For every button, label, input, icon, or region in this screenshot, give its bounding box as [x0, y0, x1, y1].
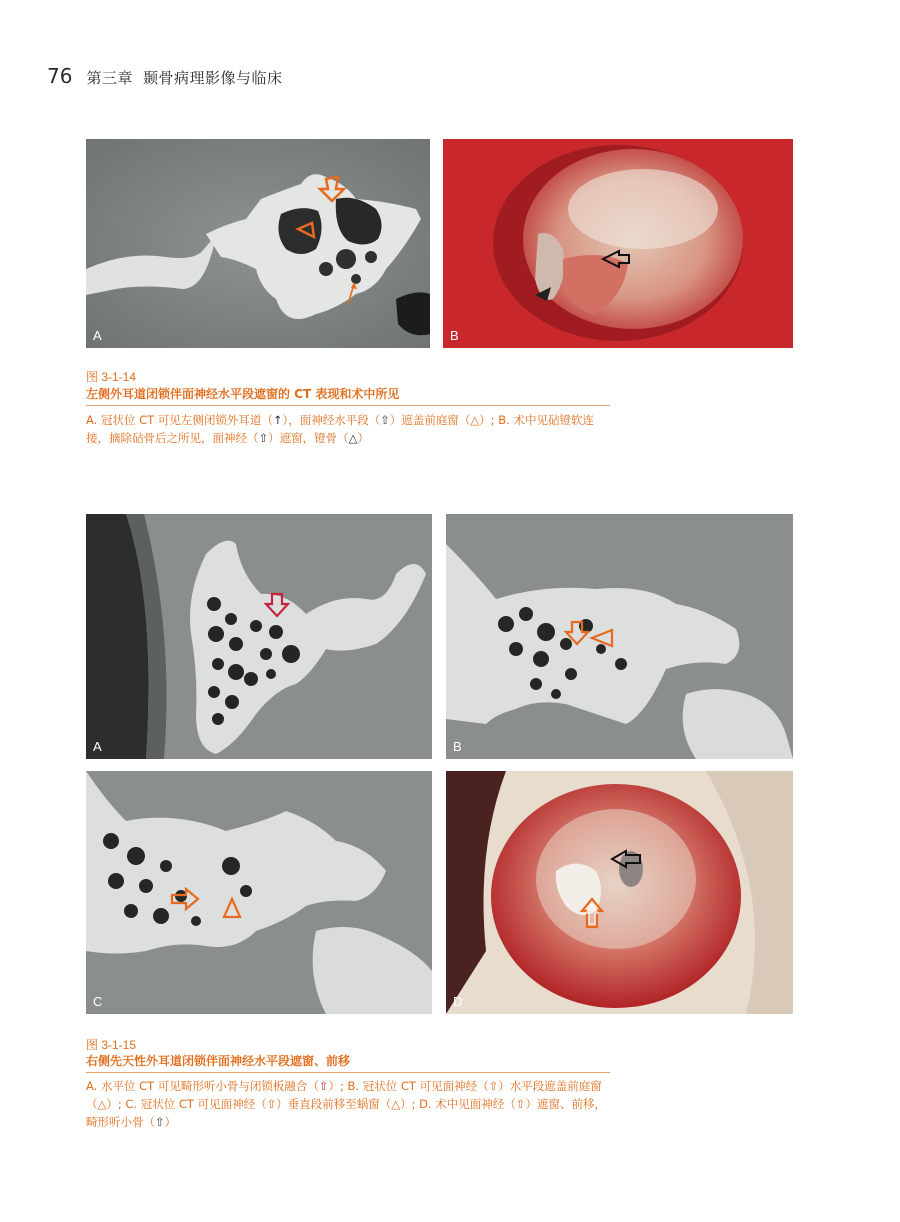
figure-1-number: 图 3-1-14: [86, 370, 137, 384]
figure-1-title: 左侧外耳道闭锁伴面神经水平段遮窗的 CT 表现和术中所见: [86, 387, 400, 401]
hollow-arrow-icon: ⇧: [318, 1079, 329, 1093]
triangle-icon: △: [391, 1097, 401, 1111]
intraoperative-photo-illustration: [446, 771, 793, 1014]
caption-text: ）; C. 冠状位 CT 可见面神经（: [106, 1097, 267, 1111]
panel-label-a: A: [93, 739, 102, 754]
chapter-title: 颞骨病理影像与临床: [142, 69, 283, 87]
figure-2-panel-d-surgical-photo: [446, 771, 793, 1014]
coronal-ct-illustration: [86, 771, 432, 1014]
panel-label-a: A: [93, 328, 102, 343]
triangle-icon: △: [97, 1097, 107, 1111]
caption-text: ），面神经水平段（: [282, 413, 381, 427]
page-header: [47, 64, 282, 88]
figure-1-caption: [86, 411, 614, 447]
arrow-icon: ↑: [272, 413, 283, 427]
caption-text: ）遮窗、前移，畸形听小骨（: [86, 1097, 606, 1129]
hollow-arrow-icon: ⇧: [380, 413, 390, 427]
panel-label-b: B: [450, 328, 459, 343]
triangle-icon: △: [470, 413, 480, 427]
coronal-ct-illustration: [86, 139, 430, 348]
figure-2-panel-a-ct-image: [86, 514, 432, 759]
caption-text: ）; B. 冠状位 CT 可见面神经（: [328, 1079, 489, 1093]
figure-1-panel-a-ct-image: [86, 139, 430, 348]
coronal-ct-illustration: [446, 514, 793, 759]
caption-text: ）遮窗，镫骨（: [268, 431, 349, 445]
triangle-icon: △: [348, 431, 358, 445]
figure-2-caption: [86, 1077, 614, 1131]
panel-label-d: D: [453, 994, 463, 1009]
figure-2-panel-b-ct-image: [446, 514, 793, 759]
hollow-arrow-icon: ⇧: [258, 431, 269, 445]
chapter-number: 第三章: [86, 69, 133, 87]
panel-label-c: C: [93, 994, 103, 1009]
caption-text: ）; B. 术中见砧镫软连接，摘除砧骨后之所见，面神经（: [86, 413, 594, 445]
hollow-arrow-icon: ⇧: [515, 1097, 526, 1111]
caption-text: A. 冠状位 CT 可见左侧闭锁外耳道（: [86, 413, 273, 427]
caption-text: ）遮盖前庭窗（: [389, 413, 471, 427]
figure-2-number: 图 3-1-15: [86, 1038, 137, 1052]
hollow-arrow-icon: ⇧: [155, 1115, 165, 1129]
intraoperative-photo-illustration: [443, 139, 793, 348]
figure-1-panel-b-surgical-photo: [443, 139, 793, 348]
caption-text: ）; D. 术中见面神经（: [400, 1097, 516, 1111]
panel-label-b: B: [453, 739, 462, 754]
caption-text: A. 水平位 CT 可见畸形听小骨与闭锁板融合（: [86, 1079, 319, 1093]
caption-text: ）: [164, 1115, 177, 1129]
figure-2-panel-c-ct-image: [86, 771, 432, 1014]
caption-text: ）: [357, 431, 369, 445]
axial-ct-illustration: [86, 514, 432, 759]
figure-2-title: 右侧先天性外耳道闭锁伴面神经水平段遮窗、前移: [86, 1054, 351, 1068]
figure-1-divider: [86, 405, 610, 406]
page-number: 76: [47, 64, 73, 88]
caption-text: ）水平段遮盖前庭窗（: [86, 1079, 602, 1111]
chapter-heading: [86, 67, 282, 88]
figure-2-divider: [86, 1072, 610, 1073]
hollow-arrow-icon: ⇧: [488, 1079, 499, 1093]
caption-text: ）垂直段前移至蜗窗（: [276, 1097, 392, 1111]
hollow-arrow-icon: ⇧: [266, 1097, 277, 1111]
